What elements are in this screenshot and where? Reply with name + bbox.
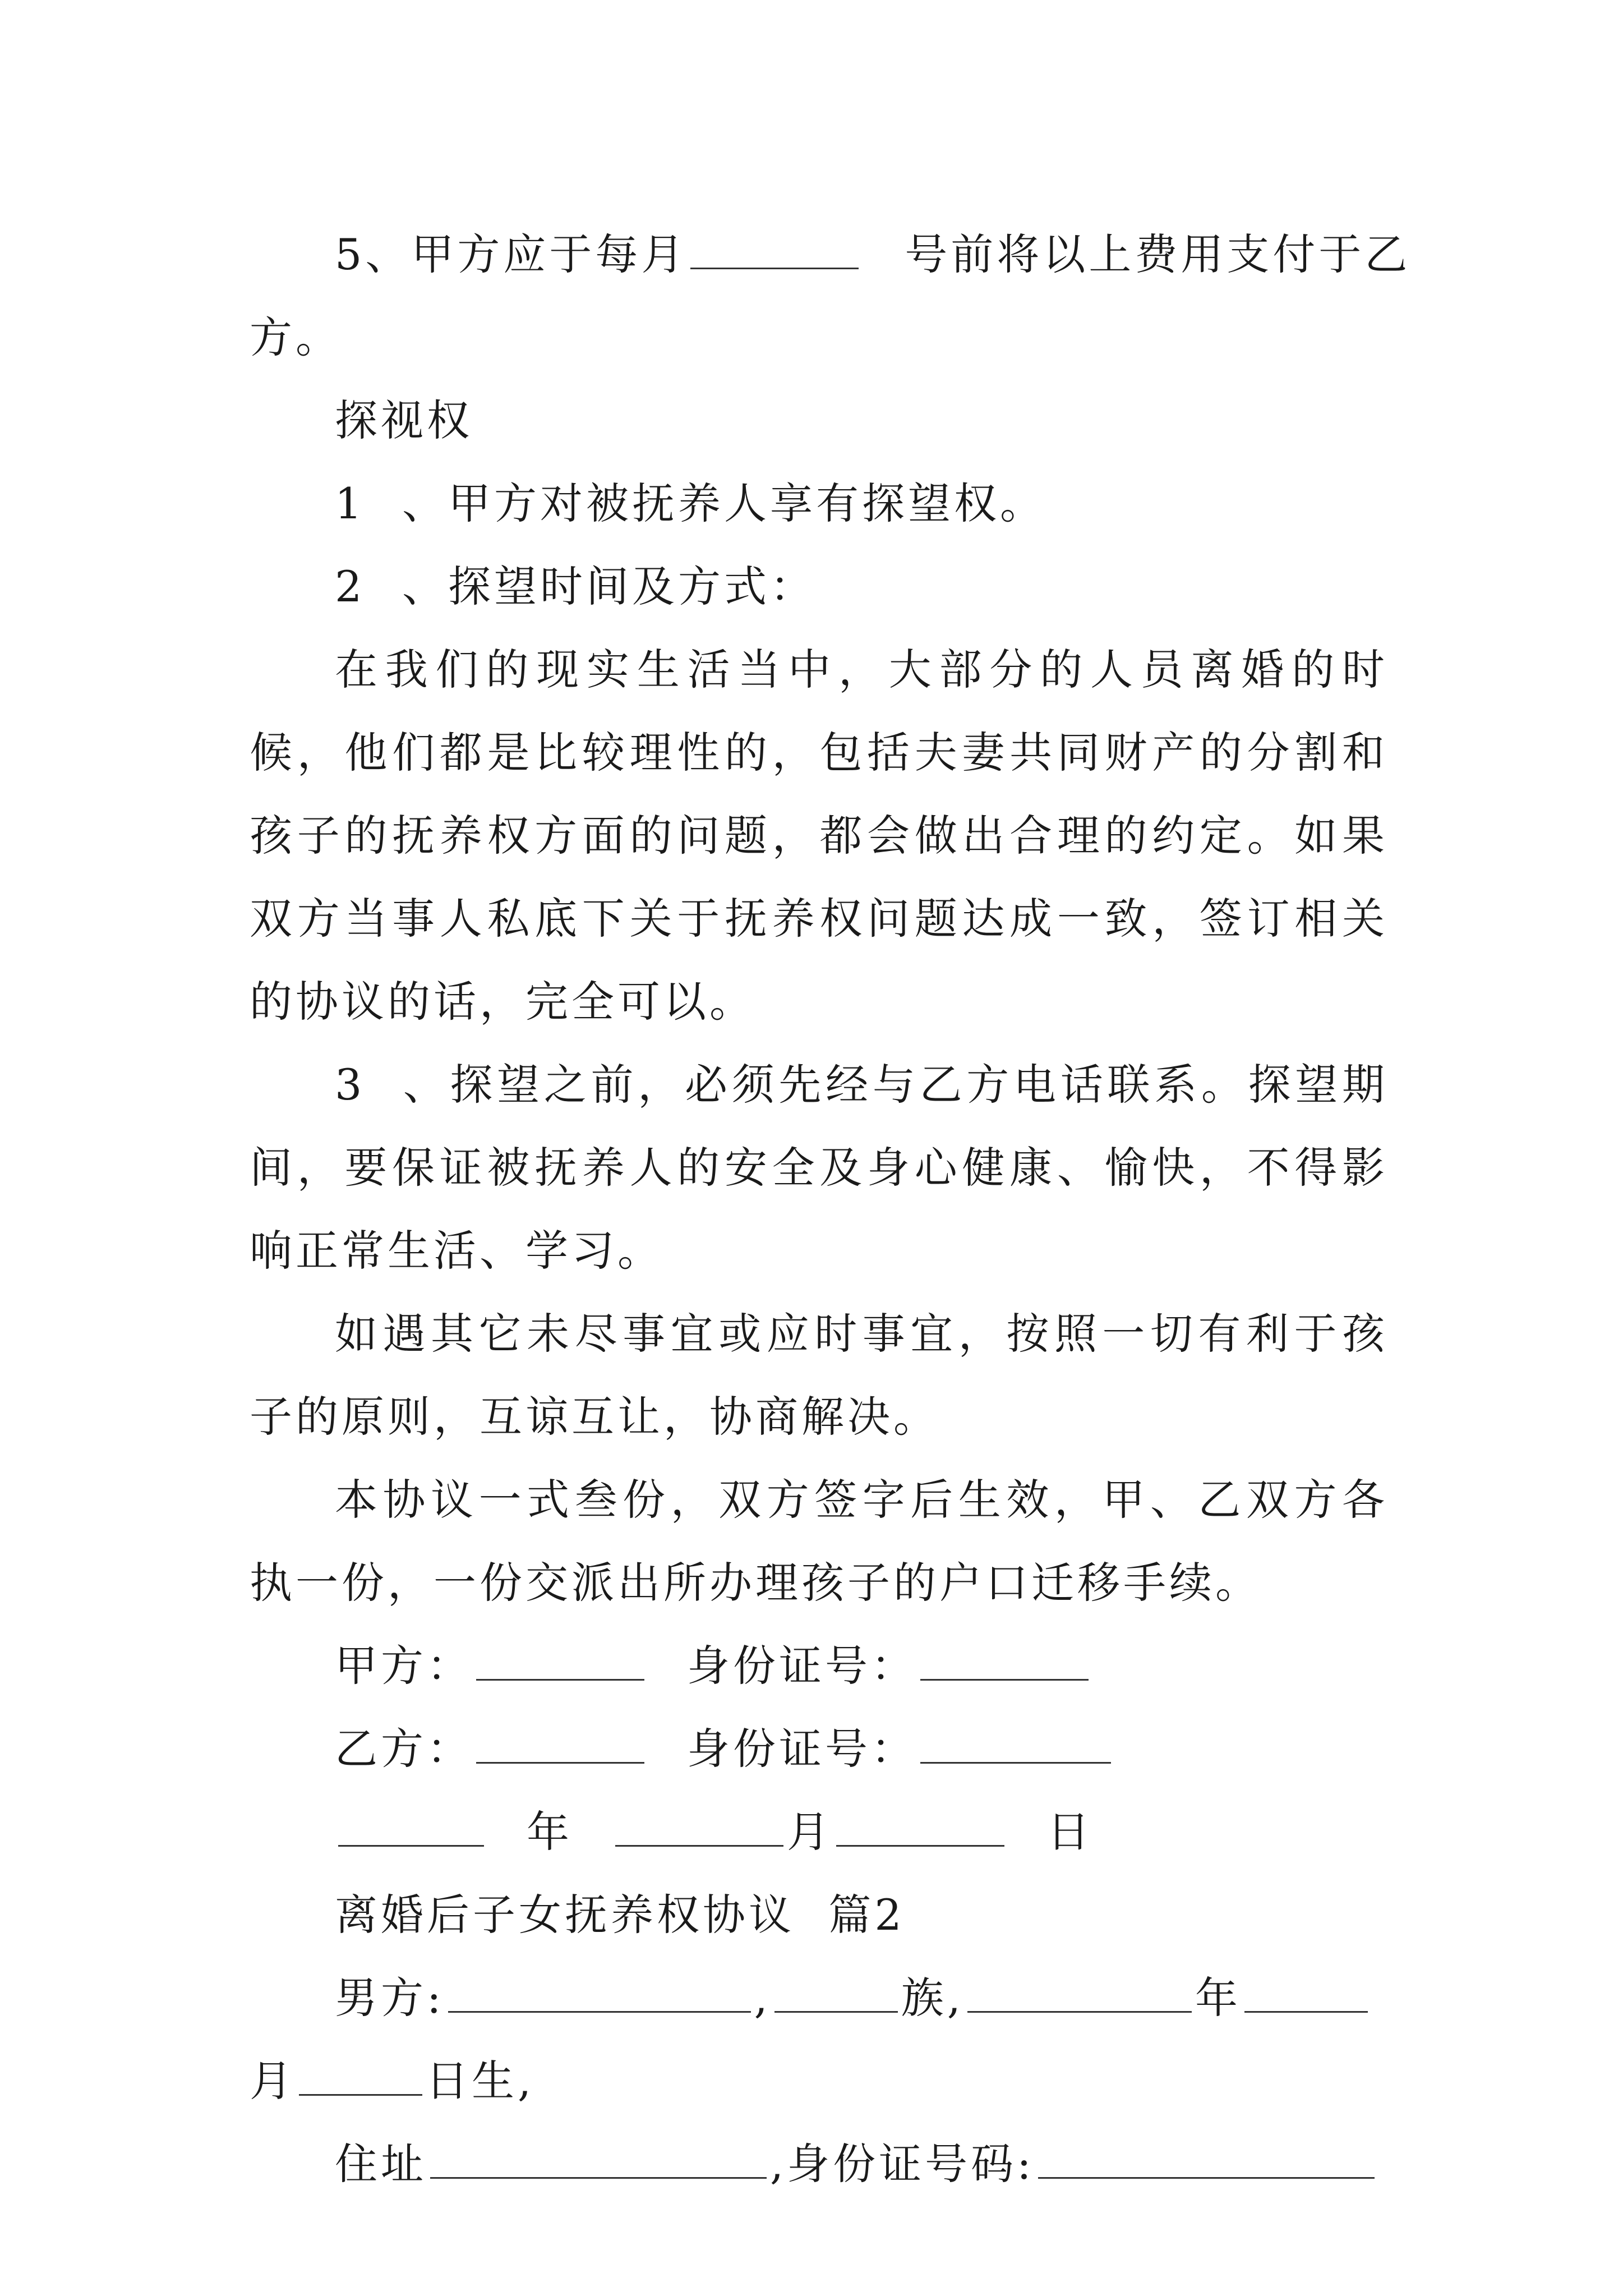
male-label: 男方: — [335, 1973, 445, 2023]
day-blank-b — [836, 1803, 1004, 1847]
item-text: 、甲方对被抚养人享有探望权。 — [402, 478, 1046, 528]
month-blank-a — [615, 1803, 783, 1847]
id-number-label: ,身份证号码: — [770, 2139, 1035, 2189]
ethnic-blank — [774, 1970, 898, 2013]
paragraph-reality: 在我们的现实生活当中，大部分的人员离婚的时候，他们都是比较理性的，包括夫妻共同财产的分割和孩子的抚养权方面的问题，都会做出合理的约定。如果双方当事人私底下关于抚养权问题达成一致，签订相关的协议的话，完全可以。 — [250, 645, 1388, 1027]
item-number: 2 — [335, 562, 366, 611]
visitation-item-1 — [250, 462, 1388, 545]
paragraph-copies: 本协议一式叁份，双方签字后生效，甲、乙双方各执一份，一份交派出所办理孩子的户口迁移手续。 — [250, 1475, 1388, 1608]
address-label: 住址 — [335, 2139, 427, 2189]
item-number: 3 — [335, 1060, 366, 1110]
visitation-item-3 — [250, 1043, 1388, 1292]
party-a-signature-line — [250, 1625, 1388, 1708]
item-text: 、探望之前，必须先经与乙方电话联系。探望期间，要保证被抚养人的安全及身心健康、愉快，不得影响正常生活、学习。 — [250, 1060, 1388, 1276]
payment-clause-line2 — [250, 296, 1388, 379]
birth-year-blank — [967, 1970, 1192, 2013]
id-number-blank — [1038, 2136, 1375, 2179]
date-line — [250, 1791, 1388, 1874]
birth-day-label: 日生, — [426, 2056, 535, 2106]
item-number: 1 — [335, 478, 366, 528]
party-b-label: 乙方： — [335, 1724, 473, 1774]
birth-year-label: 年 — [1195, 1973, 1241, 2023]
item-text: 、探望时间及方式： — [402, 562, 816, 611]
birth-month-blank — [1244, 1970, 1368, 2013]
payment-clause-end: 方。 — [250, 312, 342, 362]
year-blank — [338, 1803, 484, 1847]
party-a-name-blank — [476, 1637, 644, 1681]
section2-title: 离婚后子女抚养权协议 篇2 — [335, 1890, 905, 1940]
party-a-label: 甲方： — [335, 1641, 473, 1691]
ethnic-label: 族, — [901, 1973, 964, 2023]
party-a-id-label: 身份证号： — [687, 1641, 917, 1691]
year-label: 年 — [527, 1807, 573, 1857]
party-a-id-blank — [920, 1637, 1089, 1681]
month-label: 月 — [787, 1807, 833, 1857]
address-blank — [430, 2136, 767, 2179]
visitation-heading: 探视权 — [335, 395, 473, 445]
paragraph-other-matters: 如遇其它未尽事宜或应时事宜，按照一切有利于孩子的原则，互谅互让，协商解决。 — [250, 1309, 1388, 1442]
payment-clause-prefix: 5、甲方应于每月 — [335, 229, 688, 279]
party-b-id-label: 身份证号： — [687, 1724, 917, 1774]
party-b-signature-line — [250, 1708, 1388, 1791]
day-blank — [690, 226, 859, 269]
male-name-blank — [448, 1970, 751, 2013]
day-label: 日 — [1047, 1807, 1093, 1857]
male-party-line — [250, 1957, 1388, 2040]
payment-clause-suffix: 号前将以上费用支付于乙 — [905, 229, 1411, 279]
male-birth-line — [250, 2040, 1388, 2123]
party-b-id-blank — [920, 1720, 1111, 1764]
visitation-item-2 — [250, 545, 1388, 628]
birth-day-blank — [299, 2053, 422, 2096]
birth-month-label: 月 — [250, 2056, 296, 2106]
document-body — [250, 213, 1411, 2206]
address-line — [250, 2123, 1388, 2206]
party-b-name-blank — [476, 1720, 644, 1764]
comma: , — [754, 1973, 771, 2023]
payment-clause-line1 — [250, 213, 1411, 296]
